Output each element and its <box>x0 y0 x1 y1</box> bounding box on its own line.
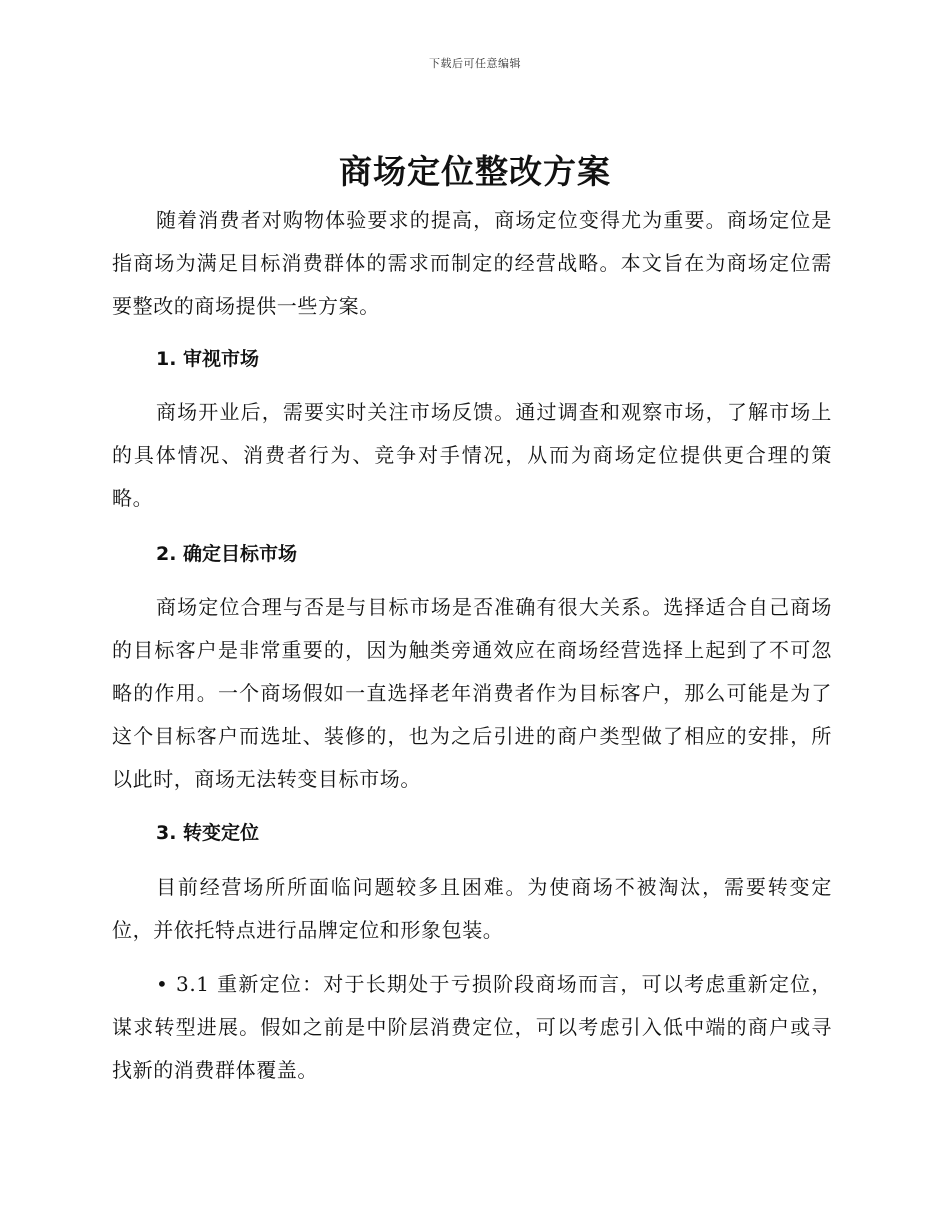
document-title: 商场定位整改方案 <box>339 152 611 191</box>
section-heading-3: 3. 转变定位 <box>156 822 260 844</box>
bullet-item-3-1 <box>112 963 832 1092</box>
bullet-text: 3.1 重新定位：对于长期处于亏损阶段商场而言，可以考虑重新定位，谋求转型进展。假如之前是中阶层消费定位，可以考虑引入低中端的商户或寻找新的消费群体覆盖。 <box>112 972 832 1082</box>
section-body-1: 商场开业后，需要实时关注市场反馈。通过调查和观察市场，了解市场上的具体情况、消费者行为、竞争对手情况，从而为商场定位提供更合理的策略。 <box>112 400 832 510</box>
section-heading-2: 2. 确定目标市场 <box>156 543 298 565</box>
section-heading-1: 1. 审视市场 <box>156 348 260 370</box>
page-header-note: 下载后可任意编辑 <box>429 57 521 70</box>
section-body-3: 目前经营场所所面临问题较多且困难。为使商场不被淘汰，需要转变定位，并依托特点进行品牌定位和形象包装。 <box>112 875 832 942</box>
section-body-2: 商场定位合理与否是与目标市场是否准确有很大关系。选择适合自己商场的目标客户是非常重要的，因为触类旁通效应在商场经营选择上起到了不可忽略的作用。一个商场假如一直选择老年消费者作为目标客户，那么可能是为了这个目标客户而选址、装修的，也为之后引进的商户类型做了相应的安排，所以此时，商场无法转变目标市场。 <box>112 595 832 791</box>
intro-paragraph: 随着消费者对购物体验要求的提高，商场定位变得尤为重要。商场定位是指商场为满足目标消费群体的需求而制定的经营战略。本文旨在为商场定位需要整改的商场提供一些方案。 <box>112 208 832 318</box>
bullet-marker: • <box>156 972 169 996</box>
